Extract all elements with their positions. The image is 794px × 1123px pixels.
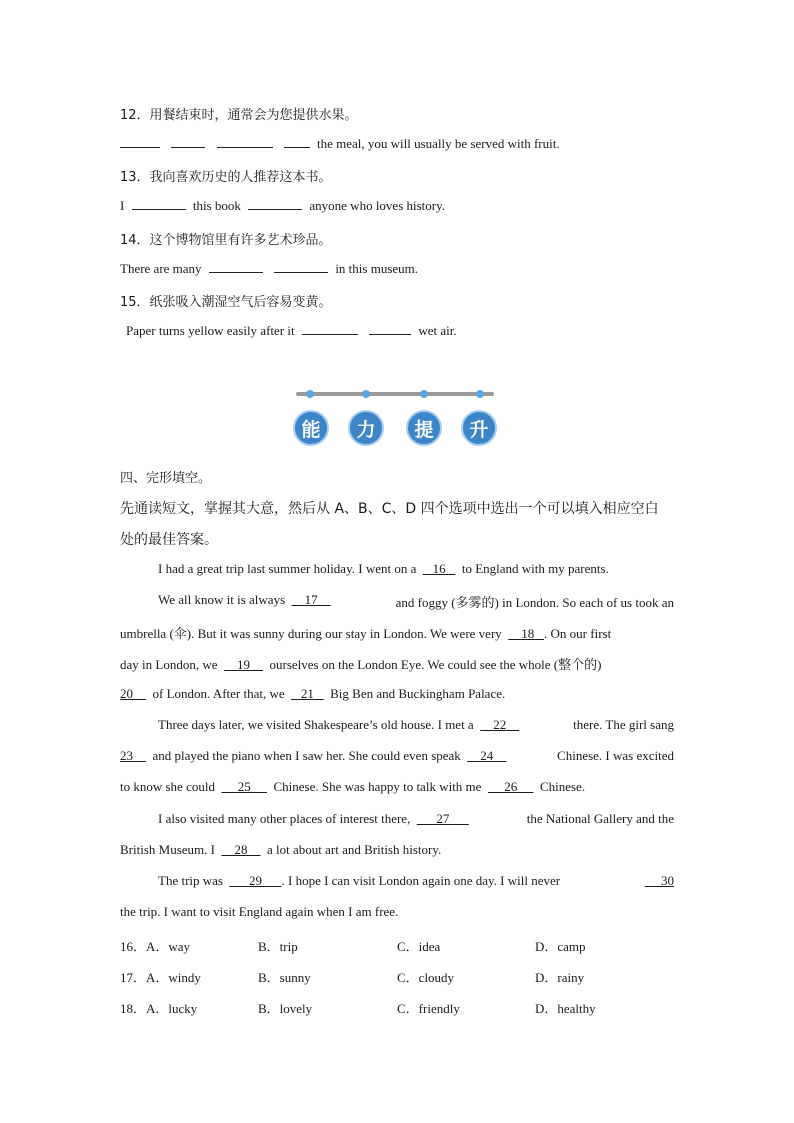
option-18-b[interactable]: B．lovely (258, 1001, 313, 1016)
passage-line (120, 779, 585, 795)
passage-text: Chinese. (539, 779, 586, 794)
banner-dot (362, 390, 370, 398)
passage-line (120, 654, 601, 673)
question-13-chinese: 13．我向喜欢历史的人推荐这本书。 (120, 170, 332, 185)
answer-blank[interactable] (132, 197, 186, 210)
section-title: 四、完形填空。 (120, 471, 212, 486)
option-17-a[interactable]: 17．A．windy (120, 970, 201, 985)
blank-17[interactable]: 17 (304, 592, 318, 607)
answer-blank[interactable] (274, 260, 328, 273)
sentence-text: There are many (120, 261, 202, 276)
blank-23[interactable]: 23 (120, 748, 133, 763)
question-14-english (120, 260, 418, 277)
question-15-english (126, 322, 457, 339)
option-17-c[interactable]: C．cloudy (397, 970, 455, 985)
passage-text: British Museum. I (120, 842, 215, 857)
passage-text: to England with my parents. (461, 561, 609, 576)
passage-text: . On our first (544, 626, 612, 641)
banner-char: 提 (406, 410, 442, 446)
passage-text: Big Ben and Buckingham Palace. (330, 686, 506, 701)
passage-text: day in London, we (120, 657, 218, 672)
blank-22[interactable]: 22 (493, 717, 507, 732)
passage-line (120, 748, 674, 764)
passage-line (120, 623, 611, 642)
ability-banner (292, 390, 498, 448)
section-instruction: 处的最佳答案。 (120, 532, 218, 548)
passage-text: and played the piano when I saw her. She could even speak (152, 748, 461, 763)
passage-text: the National Gallery and the (526, 811, 674, 826)
banner-dot (306, 390, 314, 398)
blank-27[interactable]: 27 (436, 811, 450, 826)
passage-text: and foggy (多雾的) in London. So each of us took an (395, 595, 674, 610)
passage-text: Chinese. I was excited (557, 748, 674, 763)
banner-bar (296, 392, 494, 396)
answer-blank[interactable] (120, 135, 160, 148)
answer-blank[interactable] (284, 135, 310, 148)
question-12-english (120, 135, 560, 152)
option-18-d[interactable]: D．healthy (535, 1001, 596, 1016)
answer-blank[interactable] (369, 322, 411, 335)
passage-text: We all know it is always (158, 592, 286, 607)
blank-28[interactable]: 28 (234, 842, 248, 857)
blank-21[interactable]: 21 (300, 686, 314, 701)
blank-25[interactable]: 25 (237, 779, 251, 794)
answer-blank[interactable] (171, 135, 205, 148)
sentence-text: wet air. (418, 323, 457, 338)
answer-blank[interactable] (209, 260, 263, 273)
blank-18[interactable]: 18 (521, 626, 535, 641)
passage-text: Chinese. She was happy to talk with me (273, 779, 482, 794)
passage-text: . I hope I can visit London again one day. I will never (281, 873, 561, 888)
section-instruction: 先通读短文，掌握其大意，然后从 A、B、C、D 四个选项中选出一个可以填入相应空白 (120, 501, 659, 517)
passage-line (158, 811, 674, 827)
blank-29[interactable]: 29 (248, 873, 262, 888)
answer-blank[interactable] (217, 135, 273, 148)
passage-line (120, 686, 505, 702)
question-14-chinese: 14．这个博物馆里有许多艺术珍品。 (120, 233, 332, 248)
blank-16[interactable]: 16 (432, 561, 446, 576)
question-13-english (120, 197, 445, 214)
passage-line (158, 592, 674, 611)
blank-26[interactable]: 26 (504, 779, 518, 794)
blank-30[interactable]: 30 (661, 873, 674, 888)
blank-20[interactable]: 20 (120, 686, 133, 701)
option-16-b[interactable]: B．trip (258, 939, 298, 954)
passage-line (158, 873, 674, 889)
sentence-text: in this museum. (335, 261, 419, 276)
blank-19[interactable]: 19 (236, 657, 250, 672)
option-17-d[interactable]: D．rainy (535, 970, 585, 985)
sentence-text: Paper turns yellow easily after it (126, 323, 295, 338)
blank-24[interactable]: 24 (480, 748, 494, 763)
answer-blank[interactable] (302, 322, 358, 335)
banner-char: 升 (461, 410, 497, 446)
banner-char: 力 (348, 410, 384, 446)
sentence-text: the meal, you will usually be served with fruit. (317, 136, 560, 151)
option-16-a[interactable]: 16．A．way (120, 939, 191, 954)
passage-line (158, 717, 674, 733)
sentence-text: anyone who loves history. (309, 198, 446, 213)
answer-blank[interactable] (248, 197, 302, 210)
option-18-c[interactable]: C．friendly (397, 1001, 460, 1016)
option-16-c[interactable]: C．idea (397, 939, 441, 954)
banner-dot (420, 390, 428, 398)
sentence-text: I (120, 198, 125, 213)
passage-line (120, 842, 441, 858)
option-16-d[interactable]: D．camp (535, 939, 586, 954)
question-15-chinese: 15．纸张吸入潮湿空气后容易变黄。 (120, 295, 332, 310)
passage-text: ourselves on the London Eye. We could see the whole (整个的) (269, 657, 602, 672)
passage-text: to know she could (120, 779, 215, 794)
sentence-text: this book (192, 198, 241, 213)
passage-line (158, 561, 609, 577)
passage-text: I had a great trip last summer holiday. I went on a (158, 561, 417, 576)
passage-text: I also visited many other places of interest there, (158, 811, 411, 826)
passage-text: there. The girl sang (573, 717, 674, 732)
banner-char: 能 (293, 410, 329, 446)
passage-text: Three days later, we visited Shakespeare’s old house. I met a (158, 717, 474, 732)
option-18-a[interactable]: 18．A．lucky (120, 1001, 198, 1016)
question-12-chinese: 12．用餐结束时，通常会为您提供水果。 (120, 108, 358, 123)
passage-text: umbrella (伞). But it was sunny during our stay in London. We were very (120, 626, 502, 641)
passage-text: The trip was (158, 873, 223, 888)
banner-dot (476, 390, 484, 398)
option-17-b[interactable]: B．sunny (258, 970, 311, 985)
passage-text: of London. After that, we (152, 686, 285, 701)
passage-text: a lot about art and British history. (266, 842, 442, 857)
passage-line: the trip. I want to visit England again when I am free. (120, 904, 399, 919)
